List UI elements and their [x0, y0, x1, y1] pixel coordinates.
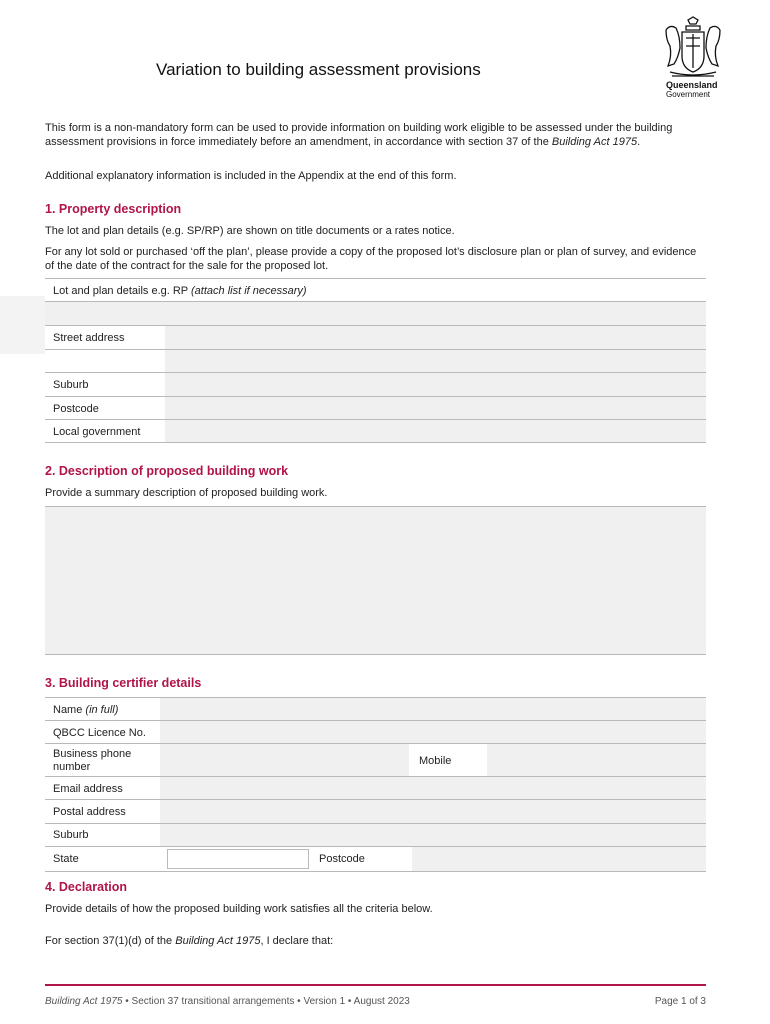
- section-4-note: Provide details of how the proposed building work satisfies all the criteria below.: [45, 903, 433, 915]
- footer-details: • Section 37 transitional arrangements • Version 1 • August 2023: [122, 996, 410, 1007]
- street-address-row-2: [45, 350, 706, 373]
- lot-plan-input-row: [45, 302, 706, 326]
- email-label: Email address: [53, 783, 123, 795]
- intro-appendix-note: Additional explanatory information is included in the Appendix at the end of this form.: [45, 170, 457, 182]
- business-phone-label-line-2: number: [53, 761, 91, 773]
- footer-act: Building Act 1975: [45, 996, 123, 1007]
- page-number: Page 1 of 3: [654, 996, 706, 1007]
- postcode-input[interactable]: [165, 397, 706, 419]
- mobile-label: Mobile: [419, 755, 452, 767]
- description-textarea[interactable]: [45, 507, 706, 655]
- certifier-postcode-input[interactable]: [412, 847, 706, 871]
- state-select[interactable]: [167, 849, 309, 869]
- postcode-row: [45, 397, 706, 420]
- section-1-off-plan-note: For any lot sold or purchased ‘off the plan’, please provide a copy of the proposed lot’s disclosure plan or plan of survey, and evidence of the date of the contract for the sale for the proposed lot.: [45, 246, 697, 272]
- logo-wordmark: [666, 80, 718, 100]
- declaration-act: Building Act 1975: [175, 935, 261, 947]
- intro-paragraph: [45, 121, 705, 149]
- email-input[interactable]: [160, 777, 706, 799]
- declaration-end: , I declare that:: [260, 935, 334, 947]
- certifier-name-label-hint: (in full): [85, 704, 119, 716]
- local-government-input[interactable]: [165, 420, 706, 442]
- certifier-suburb-row: [45, 824, 706, 847]
- state-label: State: [53, 853, 79, 865]
- intro-act: Building Act 1975: [551, 136, 638, 148]
- suburb-row: [45, 373, 706, 397]
- intro-text: This form is a non-mandatory form can be used to provide information on building work eligible to be assessed under the building assessment provisions in force immediately before an amendment, in accordance with section 37 of the: [45, 122, 673, 148]
- certifier-name-label-text: Name: [53, 704, 86, 716]
- postal-address-row: [45, 800, 706, 824]
- section-1-heading: 1. Property description: [45, 202, 182, 216]
- qbcc-licence-row: [45, 721, 706, 744]
- section-2-note: Provide a summary description of proposed building work.: [45, 487, 328, 499]
- street-address-label: Street address: [53, 332, 125, 344]
- certifier-name-input[interactable]: [160, 698, 706, 720]
- local-government-row: [45, 420, 706, 443]
- logo-sub: Government: [666, 90, 711, 99]
- state-postcode-row: [45, 847, 706, 872]
- street-address-row-1: [45, 326, 706, 350]
- section-3-heading: 3. Building certifier details: [45, 676, 202, 690]
- business-phone-label-line-1: Business phone: [53, 748, 132, 760]
- page-title: Variation to building assessment provisions: [156, 60, 481, 79]
- postal-address-label: Postal address: [53, 806, 126, 818]
- section-1-note: The lot and plan details (e.g. SP/RP) are shown on title documents or a rates notice.: [45, 225, 455, 237]
- footer-text: [45, 996, 410, 1007]
- suburb-label: Suburb: [53, 379, 89, 391]
- section-4-heading: 4. Declaration: [45, 880, 127, 894]
- certifier-postcode-label: Postcode: [319, 853, 365, 865]
- local-government-label: Local government: [53, 426, 141, 438]
- business-phone-input[interactable]: [160, 744, 409, 776]
- declaration-text: For section 37(1)(d) of the: [45, 935, 176, 947]
- qbcc-licence-input[interactable]: [160, 721, 706, 743]
- certifier-name-row: [45, 698, 706, 721]
- section-2-heading: 2. Description of proposed building work: [45, 464, 289, 478]
- lot-plan-label: [53, 285, 307, 297]
- business-phone-label: [53, 748, 131, 774]
- lot-plan-label-row: [45, 279, 706, 302]
- street-address-input-2[interactable]: [165, 350, 706, 372]
- phone-row: [45, 744, 706, 777]
- certifier-name-label: [53, 704, 118, 716]
- certifier-suburb-label: Suburb: [53, 829, 89, 841]
- margin-shade: [0, 296, 45, 354]
- certifier-suburb-input[interactable]: [160, 824, 706, 846]
- suburb-input[interactable]: [165, 373, 706, 396]
- lot-plan-label-text: Lot and plan details e.g. RP: [53, 285, 192, 297]
- street-address-input-1[interactable]: [165, 326, 706, 349]
- footer-rule: [45, 984, 706, 986]
- postcode-label: Postcode: [53, 403, 99, 415]
- lot-plan-label-hint: (attach list if necessary): [191, 285, 307, 297]
- email-row: [45, 777, 706, 800]
- postal-address-input[interactable]: [160, 800, 706, 823]
- mobile-input[interactable]: [487, 744, 706, 776]
- declaration-intro: [45, 934, 705, 948]
- intro-end: .: [637, 136, 641, 148]
- crest-icon: [658, 16, 728, 82]
- qbcc-licence-label: QBCC Licence No.: [53, 727, 146, 739]
- lot-plan-input[interactable]: [45, 302, 706, 325]
- logo-name: Queensland: [666, 80, 718, 90]
